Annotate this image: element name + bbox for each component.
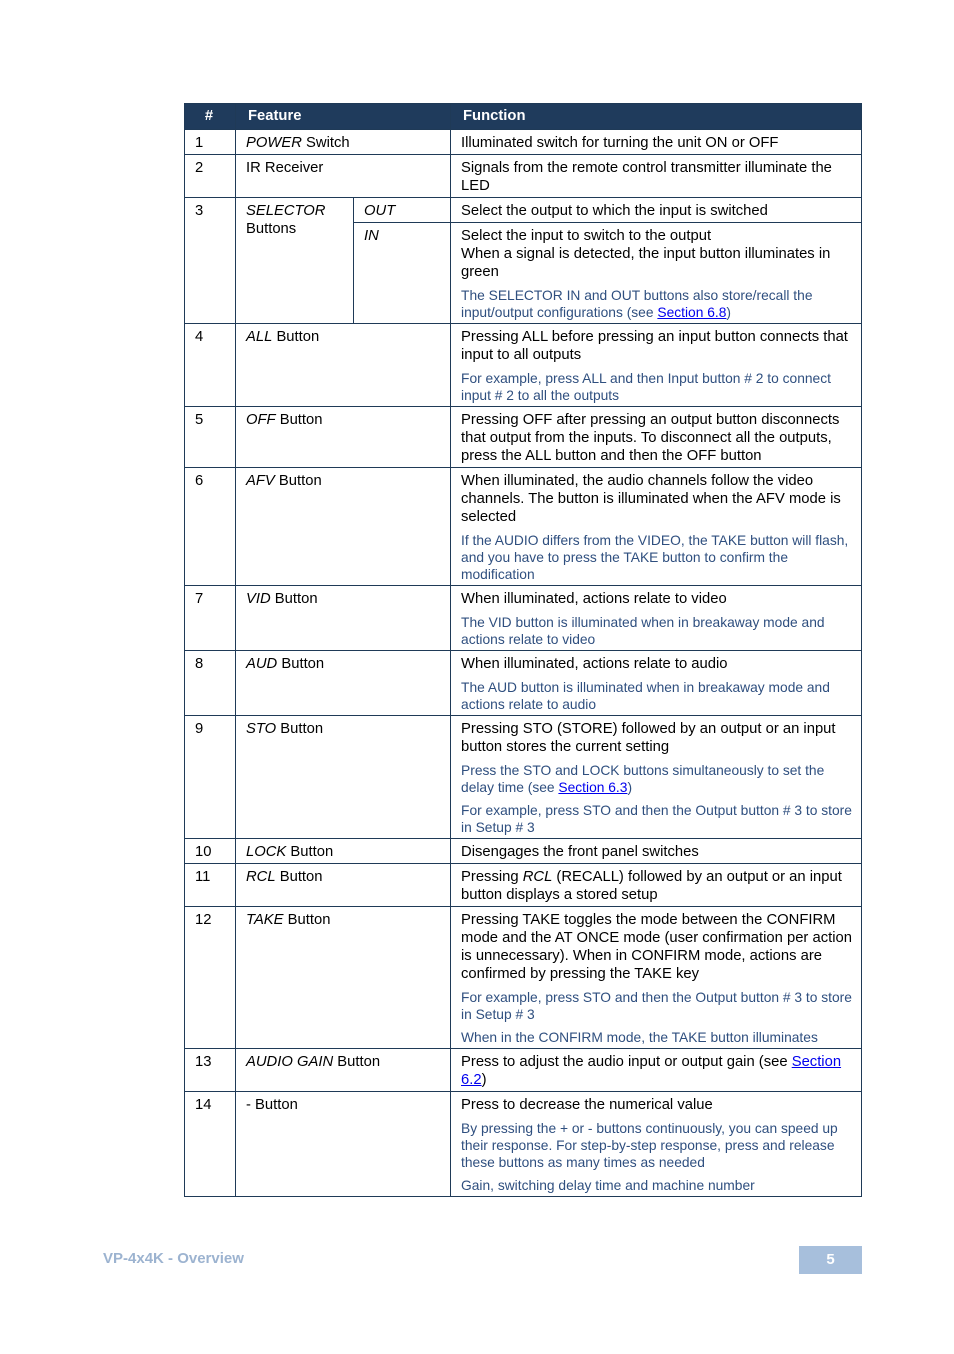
row-number: 11 — [185, 864, 236, 907]
feature-cell: AUDIO GAIN Button — [236, 1049, 451, 1092]
function-cell: When illuminated, actions relate to audio The AUD button is illuminated when in breakaway mode and actions relate to audio — [451, 651, 862, 716]
table-row — [185, 198, 862, 223]
feature-cell: OFF Button — [236, 407, 451, 468]
feature-cell: LOCK Button — [236, 839, 451, 864]
table-row — [185, 130, 862, 155]
row-number: 3 — [185, 198, 236, 324]
row-number: 7 — [185, 586, 236, 651]
note-text: For example, press STO and then the Output button # 3 to store in Setup # 3 — [461, 990, 852, 1022]
feature-cell: - Button — [236, 1092, 451, 1197]
feature-cell: STO Button — [236, 716, 451, 839]
function-cell: When illuminated, actions relate to video The VID button is illuminated when in breakaway mode and actions relate to video — [451, 586, 862, 651]
table-row — [185, 864, 862, 907]
function-cell: Pressing STO (STORE) followed by an output or an input button stores the current setting Press the STO and LOCK buttons simultaneously to set the delay time (see Section 6.3) For example, press STO and then the Output button # 3 to store in Setup # 3 — [451, 716, 862, 839]
note-text: When in the CONFIRM mode, the TAKE button illuminates — [461, 1030, 818, 1045]
note-text: The SELECTOR IN and OUT buttons also store/recall the input/output configurations (see Section 6.8) — [461, 288, 813, 320]
function-cell: Select the output to which the input is switched — [451, 198, 862, 223]
header-number: # — [185, 104, 236, 130]
function-cell: Disengages the front panel switches — [451, 839, 862, 864]
note-text: Press the STO and LOCK buttons simultaneously to set the delay time (see Section 6.3) — [461, 763, 825, 795]
table-row — [185, 468, 862, 586]
feature-cell: ALL Button — [236, 324, 451, 407]
table-row — [185, 407, 862, 468]
row-number: 5 — [185, 407, 236, 468]
table-row — [185, 651, 862, 716]
function-cell: Signals from the remote control transmitter illuminate the LED — [451, 155, 862, 198]
feature-cell: POWER Switch — [236, 130, 451, 155]
sub-feature-in: IN — [354, 223, 451, 324]
section-link[interactable]: Section 6.2 — [461, 1054, 842, 1088]
table-row — [185, 907, 862, 1049]
row-number: 6 — [185, 468, 236, 586]
feature-cell: VID Button — [236, 586, 451, 651]
note-text: For example, press ALL and then Input button # 2 to connect input # 2 to all the outputs — [461, 371, 831, 403]
row-number: 12 — [185, 907, 236, 1049]
note-text: By pressing the + or - buttons continuously, you can speed up their response. For step-by-step response, press and release these buttons as many times as needed — [461, 1121, 838, 1170]
note-text: Gain, switching delay time and machine number — [461, 1178, 755, 1193]
row-number: 4 — [185, 324, 236, 407]
function-cell: Illuminated switch for turning the unit ON or OFF — [451, 130, 862, 155]
section-link[interactable]: Section 6.3 — [558, 780, 628, 795]
note-text: The AUD button is illuminated when in breakaway mode and actions relate to audio — [461, 680, 830, 712]
feature-cell: SELECTOR Buttons — [236, 198, 354, 324]
function-cell: Pressing TAKE toggles the mode between the CONFIRM mode and the AT ONCE mode (user confirmation per action is unnecessary). When in CONFIRM mode, actions are confirmed by pressing the TAKE key For example, press STO and then the Output button # 3 to store in Setup # 3 When in the CONFIRM mode, the TAKE button illuminates — [451, 907, 862, 1049]
row-number: 13 — [185, 1049, 236, 1092]
page-number: 5 — [799, 1246, 862, 1274]
function-cell: Press to adjust the audio input or output gain (see Section 6.2) — [451, 1049, 862, 1092]
footer-title: VP-4x4K - Overview — [103, 1250, 244, 1267]
row-number: 9 — [185, 716, 236, 839]
table-row — [185, 586, 862, 651]
feature-cell: AFV Button — [236, 468, 451, 586]
function-cell: Press to decrease the numerical value By pressing the + or - buttons continuously, you can speed up their response. For step-by-step response, press and release these buttons as many times as needed Gain, switching delay time and machine number — [451, 1092, 862, 1197]
feature-cell: AUD Button — [236, 651, 451, 716]
table-header-row — [185, 104, 862, 130]
note-text: For example, press STO and then the Output button # 3 to store in Setup # 3 — [461, 803, 852, 835]
table-row — [185, 155, 862, 198]
table-row — [185, 1049, 862, 1092]
note-text: The VID button is illuminated when in breakaway mode and actions relate to video — [461, 615, 825, 647]
function-cell: Pressing OFF after pressing an output button disconnects that output from the inputs. To disconnect all the outputs, press the ALL button and then the OFF button — [451, 407, 862, 468]
feature-cell: IR Receiver — [236, 155, 451, 198]
row-number: 10 — [185, 839, 236, 864]
function-cell: When illuminated, the audio channels follow the video channels. The button is illuminated when the AFV mode is selected If the AUDIO differs from the VIDEO, the TAKE button will flash, and you have to press the TAKE button to confirm the modification — [451, 468, 862, 586]
row-number: 14 — [185, 1092, 236, 1197]
table-row — [185, 839, 862, 864]
feature-cell: RCL Button — [236, 864, 451, 907]
table-row — [185, 324, 862, 407]
row-number: 1 — [185, 130, 236, 155]
function-cell: Pressing RCL (RECALL) followed by an output or an input button displays a stored setup — [451, 864, 862, 907]
function-cell: Pressing ALL before pressing an input button connects that input to all outputs For example, press ALL and then Input button # 2 to connect input # 2 to all the outputs — [451, 324, 862, 407]
row-number: 2 — [185, 155, 236, 198]
row-number: 8 — [185, 651, 236, 716]
table-row — [185, 1092, 862, 1197]
feature-cell: TAKE Button — [236, 907, 451, 1049]
header-feature: Feature — [236, 104, 451, 130]
sub-feature-out: OUT — [354, 198, 451, 223]
section-link[interactable]: Section 6.8 — [657, 305, 727, 320]
function-cell: Select the input to switch to the output When a signal is detected, the input button illuminates in green The SELECTOR IN and OUT buttons also store/recall the input/output configurations (see Section 6.8) — [451, 223, 862, 324]
features-table — [184, 103, 862, 1197]
table-row — [185, 716, 862, 839]
header-function: Function — [451, 104, 862, 130]
note-text: If the AUDIO differs from the VIDEO, the TAKE button will flash, and you have to press the TAKE button to confirm the modification — [461, 533, 849, 582]
